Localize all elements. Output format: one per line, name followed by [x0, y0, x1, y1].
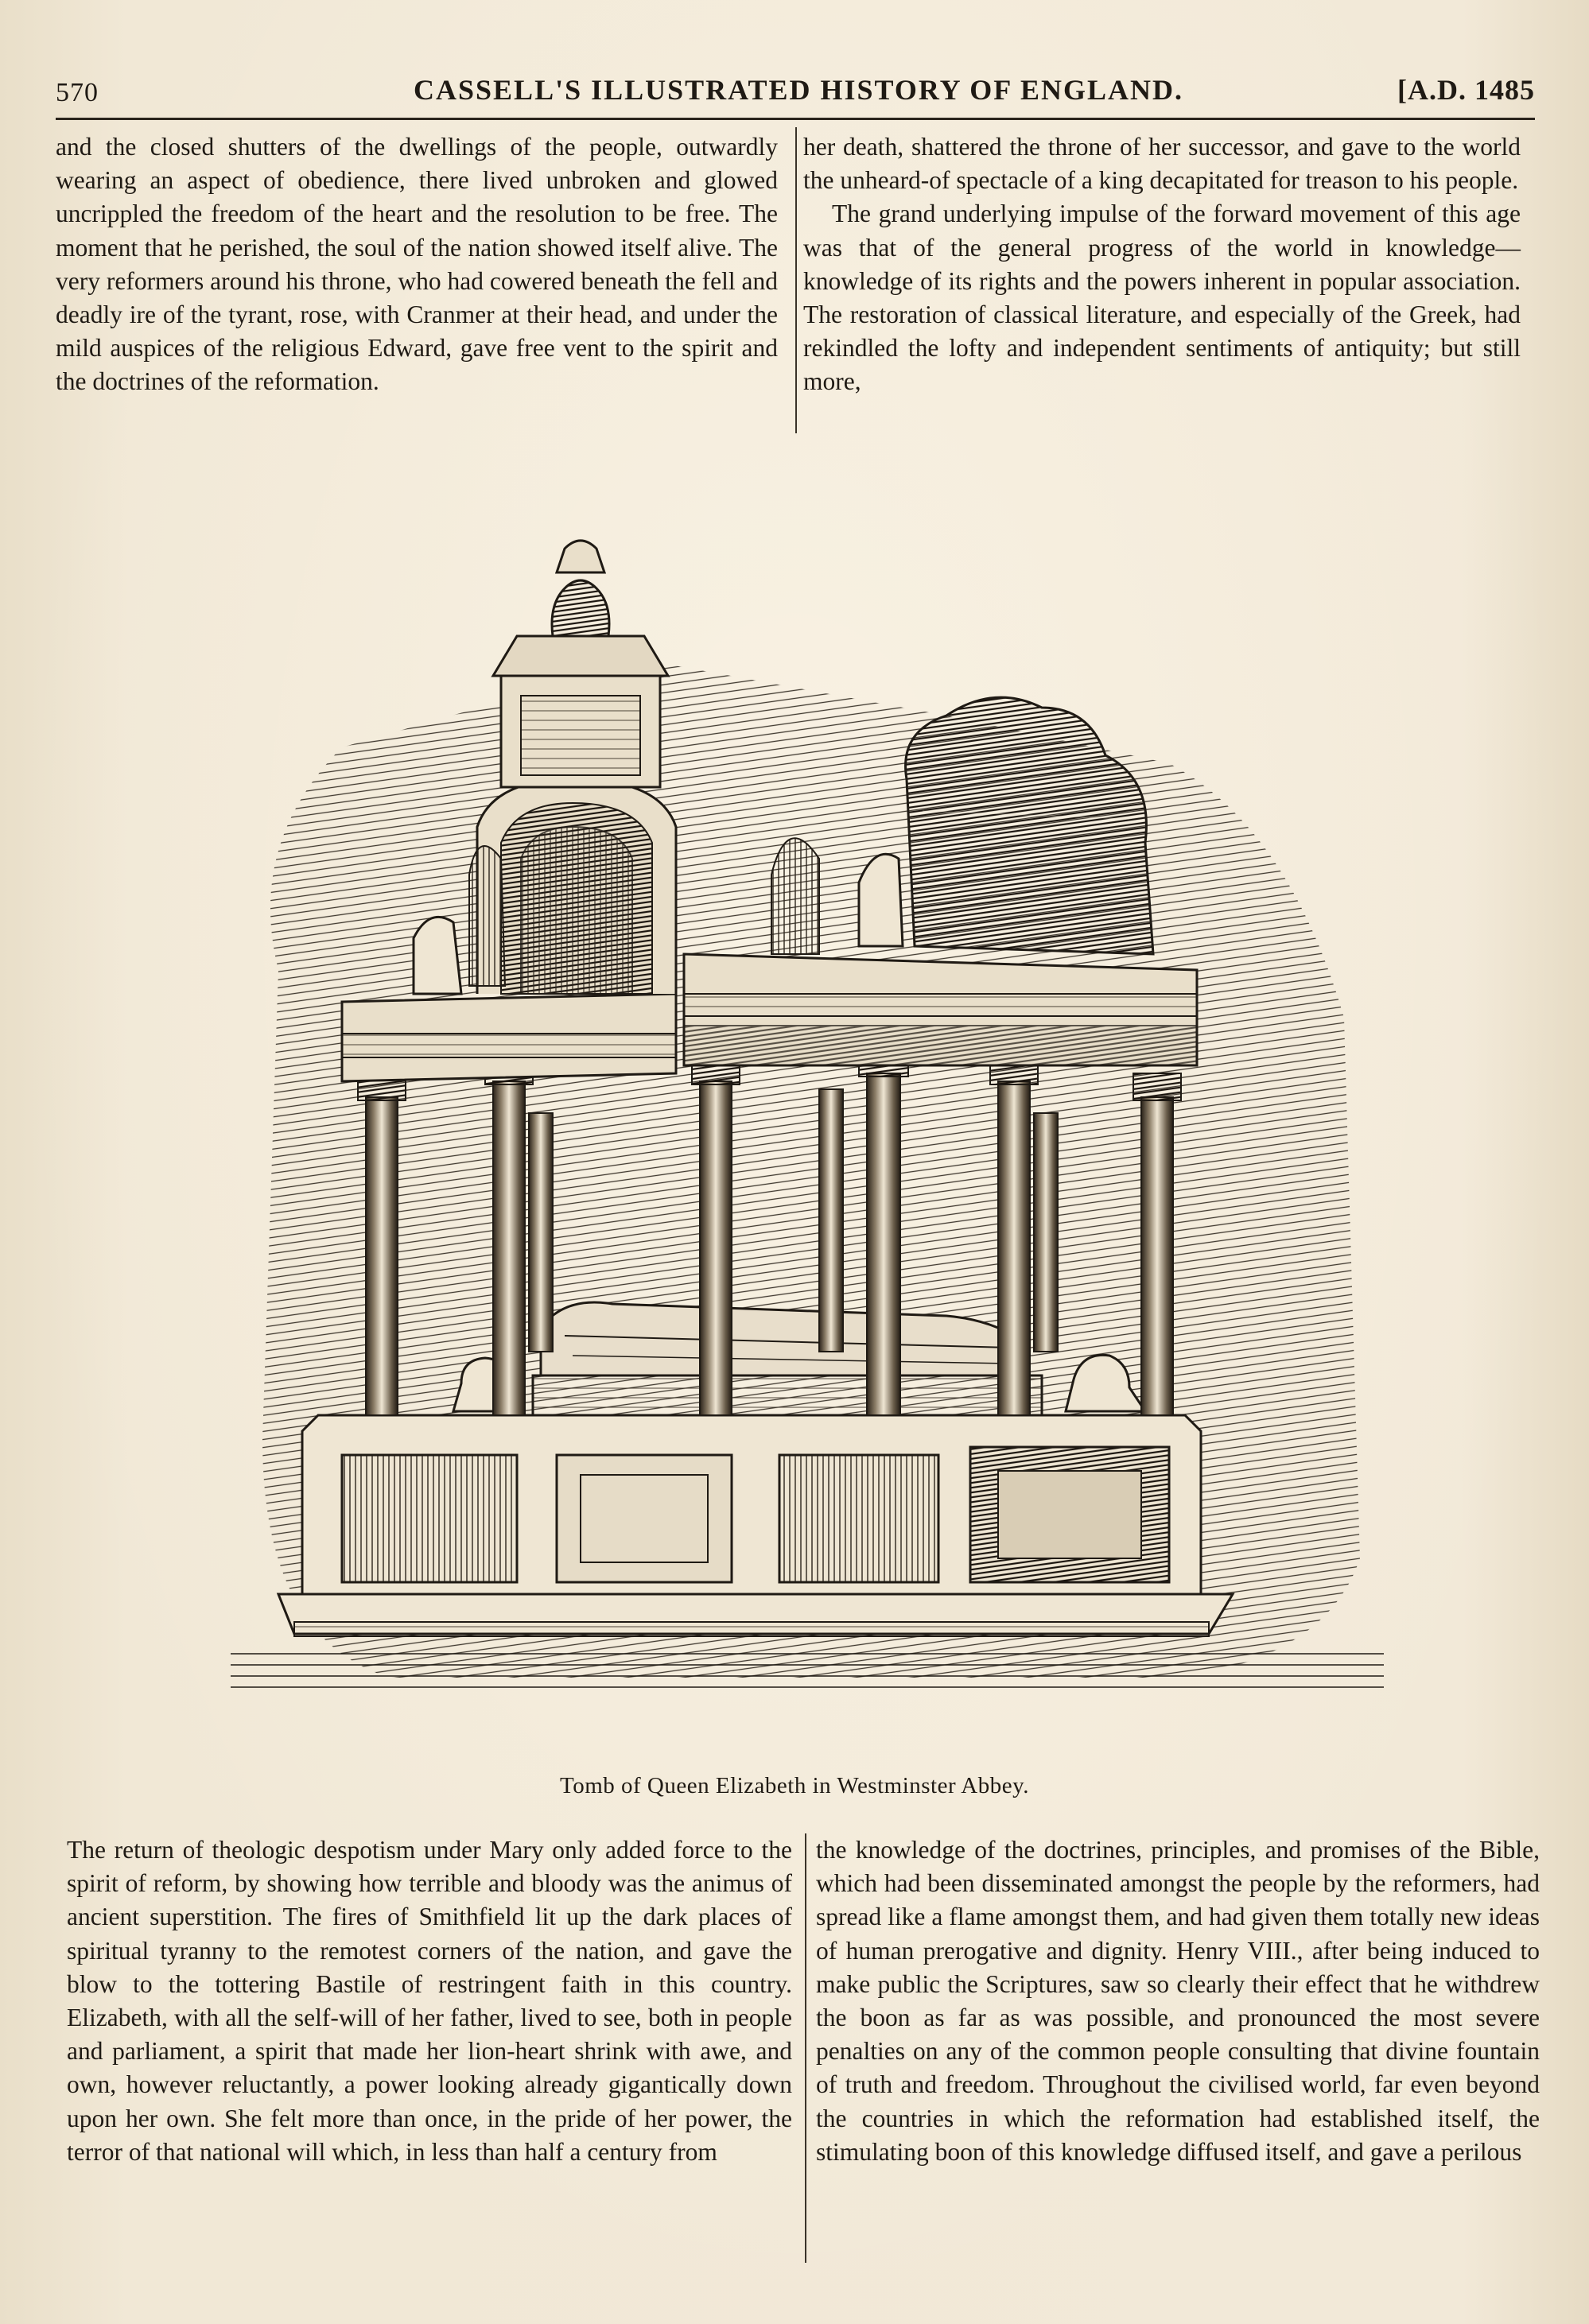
bottom-right-column: [816, 1833, 1540, 2169]
top-right-column: [803, 130, 1521, 399]
top-left-column: [56, 130, 778, 399]
bottom-left-column: [67, 1833, 792, 2169]
paragraph: The grand underlying impulse of the forward movement of this age was that of the general progress of the world in knowledge—knowledge of its rights and the powers inherent in popular association. The restoration of classical literature, and especially of the Greek, had rekindled the lofty and independent sentiments of antiquity; but still more,: [803, 200, 1521, 396]
date-marker: [A.D. 1485: [1397, 74, 1535, 106]
running-head: [56, 73, 1535, 113]
column-divider-top: [795, 127, 797, 433]
paragraph: and the closed shutters of the dwellings of the people, outwardly wearing an aspect of obedience, there lived unbroken and glowed uncrippled the freedom of the heart and the resolution to be free. The moment that he perished, the soul of the nation showed itself alive. The very reformers around his throne, who had cowered beneath the fell and deadly ire of the tyrant, rose, with Cranmer at their head, and under the mild auspices of the religious Edward, gave free vent to the spirit and the doctrines of the reformation.: [56, 133, 778, 396]
figure-caption: Tomb of Queen Elizabeth in Westminster Abbey.: [560, 1773, 1029, 1798]
page-number: 570: [56, 78, 99, 107]
paragraph: her death, shattered the throne of her successor, and gave to the world the unheard-of spectacle of a king decapitated for treason to his people.: [803, 133, 1521, 195]
tomb-engraving: [231, 525, 1384, 1765]
paragraph: the knowledge of the doctrines, principles, and promises of the Bible, which had been disseminated amongst the people by the reformers, had spread like a flame amongst them, and had given them totally new ideas of human prerogative and dignity. Henry VIII., after being induced to make public the Scriptures, saw so clearly their effect that he withdrew the boon as far as was possible, and pronounced the most severe penalties on any of the common people consulting that divine fountain of truth and freedom. Throughout the civilised world, far even beyond the countries in which the reformation had established itself, the stimulating boon of this knowledge diffused itself, and gave a perilous: [816, 1836, 1540, 2166]
header-rule: [56, 118, 1535, 120]
book-title: CASSELL'S ILLUSTRATED HISTORY OF ENGLAND.: [414, 74, 1183, 106]
column-divider-bottom: [805, 1833, 806, 2263]
paragraph: The return of theologic despotism under Mary only added force to the spirit of reform, by showing how terrible and bloody was the animus of ancient superstition. The fires of Smithfield lit up the dark places of spiritual tyranny to the remotest corners of the nation, and gave the blow to the tottering Bastile of restringent faith in this country. Elizabeth, with all the self-will of her father, lived to see, both in people and parliament, a spirit that made her lion-heart shrink with awe, and own, however reluctantly, a power looking already gigantically down upon her own. She felt more than once, in the pride of her power, the terror of that national will which, in less than half a century from: [67, 1836, 792, 2166]
